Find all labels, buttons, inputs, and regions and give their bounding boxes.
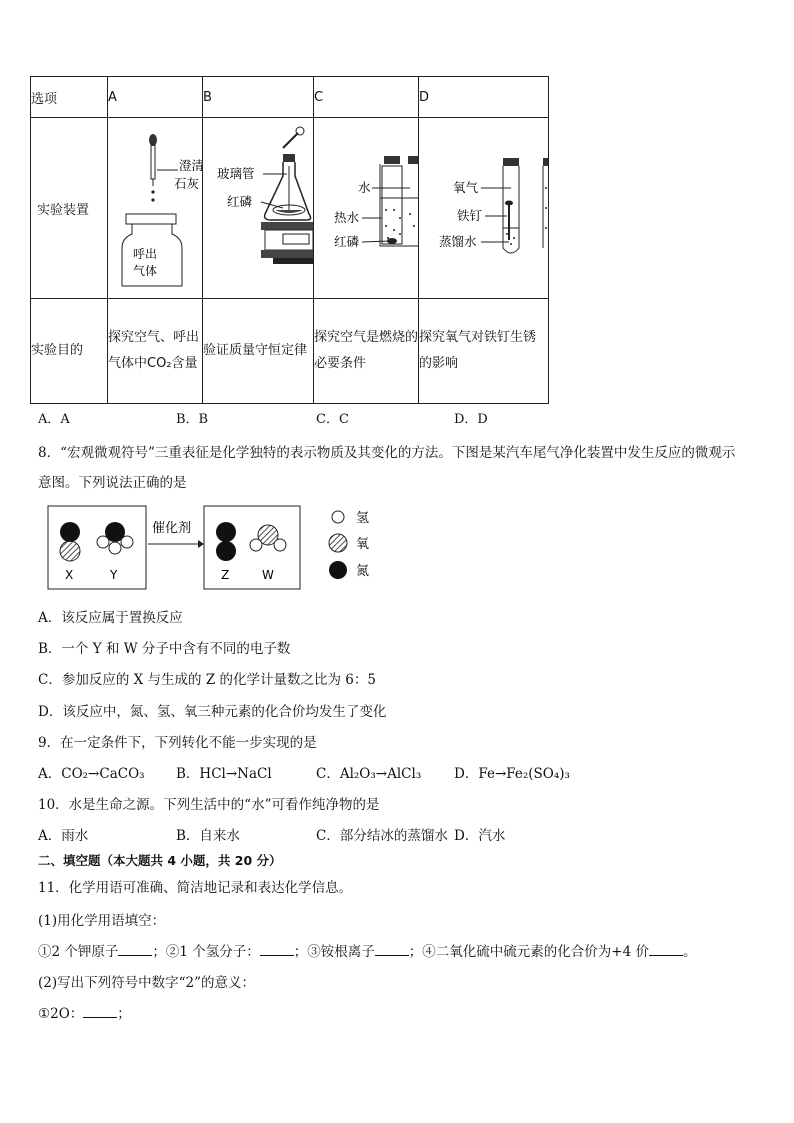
purpose-a: 探究空气、呼出气体中CO₂含量: [108, 299, 203, 404]
label-oxygen-d: 氧气: [453, 180, 479, 195]
purpose-d: 探究氧气对铁钉生锈的影响: [419, 299, 549, 404]
device-d: [419, 118, 549, 299]
q10-stem: 10．水是生命之源。下列生活中的“水”可看作纯净物的是: [38, 797, 380, 813]
q8-stem-line2: 意图。下列说法正确的是: [38, 475, 187, 491]
purpose-b: 验证质量守恒定律: [203, 299, 314, 404]
q11-part2: (2)写出下列符号中数字“2”的意义：: [38, 975, 256, 991]
device-b: [203, 118, 314, 299]
q11-1a: ①2 个钾原子: [38, 944, 119, 960]
blank-3[interactable]: [375, 943, 409, 956]
q11-1e: 。: [682, 944, 697, 960]
q10-option-a: A．雨水: [38, 828, 89, 844]
q8-option-a: A．该反应属于置换反应: [38, 610, 183, 626]
q11-stem: 11．化学用语可准确、简洁地记录和表达化学信息。: [38, 880, 353, 896]
device-d-drawing: [419, 118, 548, 294]
label-water-c: 水: [358, 180, 371, 195]
device-a: [108, 118, 203, 299]
header-b: B: [203, 77, 314, 118]
q8-option-d: D．该反应中，氮、氢、氧三种元素的化合价均发生了变化: [38, 704, 387, 720]
legend-oxygen: 氧: [356, 537, 370, 552]
label-y: Y: [110, 568, 118, 582]
q7-option-a: A．A: [38, 412, 70, 427]
q11-part2-blanks: [38, 1002, 131, 1022]
q11-2a: ①2O：: [38, 1006, 84, 1022]
q9-stem: 9．在一定条件下，下列转化不能一步实现的是: [38, 735, 317, 751]
q8-option-b: B．一个 Y 和 W 分子中含有不同的电子数: [38, 641, 291, 657]
label-gas: 气体: [133, 264, 158, 278]
device-c-drawing: [314, 118, 418, 294]
label-lime-water-1: 澄清: [179, 158, 202, 173]
row-label-device: 实验装置: [31, 118, 108, 299]
q10-option-c: C．部分结冰的蒸馏水: [316, 828, 448, 844]
q9-option-d: D．Fe→Fe₂(SO₄)₃: [454, 766, 570, 782]
q11-part1: (1)用化学用语填空：: [38, 913, 166, 929]
q11-1c: ；③铵根离子: [293, 944, 375, 960]
device-b-drawing: [203, 118, 313, 294]
label-lime-water-2: 石灰: [174, 176, 200, 191]
section-2-heading: 二、填空题（本大题共 4 小题，共 20 分）: [38, 853, 282, 868]
label-glass-tube: 玻璃管: [217, 166, 255, 181]
q11-part1-blanks: [38, 940, 696, 960]
q11-1d: ；④二氧化硫中硫元素的化合价为+4 价: [408, 944, 649, 960]
label-z: Z: [221, 568, 230, 582]
label-red-phosphorus-b: 红磷: [227, 194, 253, 209]
experiment-table: [30, 76, 549, 404]
q7-option-d: D．D: [454, 412, 488, 427]
header-option: 选项: [31, 77, 108, 118]
label-w: W: [262, 568, 274, 582]
catalyst-label: 催化剂: [152, 521, 192, 536]
row-label-purpose: 实验目的: [31, 299, 108, 404]
header-a: A: [108, 77, 203, 118]
legend-nitrogen: 氮: [356, 564, 370, 579]
label-distilled-water: 蒸馏水: [439, 234, 477, 249]
q9-option-b: B．HCl→NaCl: [176, 766, 272, 782]
label-red-phosphorus-c: 红磷: [334, 234, 360, 249]
blank-5[interactable]: [83, 1005, 117, 1018]
q7-option-c: C．C: [316, 412, 349, 427]
header-d: D: [419, 77, 549, 118]
label-hot-water: 热水: [334, 210, 360, 225]
q11-1b: ；②1 个氢分子：: [152, 944, 260, 960]
device-c: [314, 118, 419, 299]
q9-option-c: C．Al₂O₃→AlCl₃: [316, 766, 422, 782]
blank-1[interactable]: [118, 943, 152, 956]
q10-option-b: B．自来水: [176, 828, 240, 844]
header-c: C: [314, 77, 419, 118]
q9-option-a: A．CO₂→CaCO₃: [38, 766, 145, 782]
q8-molecule-diagram: [46, 500, 386, 592]
legend-nitrogen-icon: [329, 561, 347, 579]
q8-option-c: C．参加反应的 X 与生成的 Z 的化学计量数之比为 6：5: [38, 672, 376, 688]
purpose-c: 探究空气是燃烧的必要条件: [314, 299, 419, 404]
label-iron-nail: 铁钉: [457, 208, 483, 223]
q11-2b: ；: [117, 1006, 131, 1022]
blank-2[interactable]: [260, 943, 294, 956]
label-x: X: [65, 568, 74, 582]
q7-option-b: B．B: [176, 412, 209, 427]
legend-oxygen-icon: [329, 534, 347, 552]
blank-4[interactable]: [649, 943, 683, 956]
legend-hydrogen-icon: [332, 511, 344, 523]
legend-hydrogen: 氢: [356, 511, 370, 526]
q8-stem-line1: 8．“宏观微观符号”三重表征是化学独特的表示物质及其变化的方法。下图是某汽车尾气净化装置中发生反应的微观示: [38, 445, 736, 461]
label-exhaled: 呼出: [133, 247, 158, 261]
q10-option-d: D．汽水: [454, 828, 506, 844]
device-a-drawing: [108, 118, 202, 294]
